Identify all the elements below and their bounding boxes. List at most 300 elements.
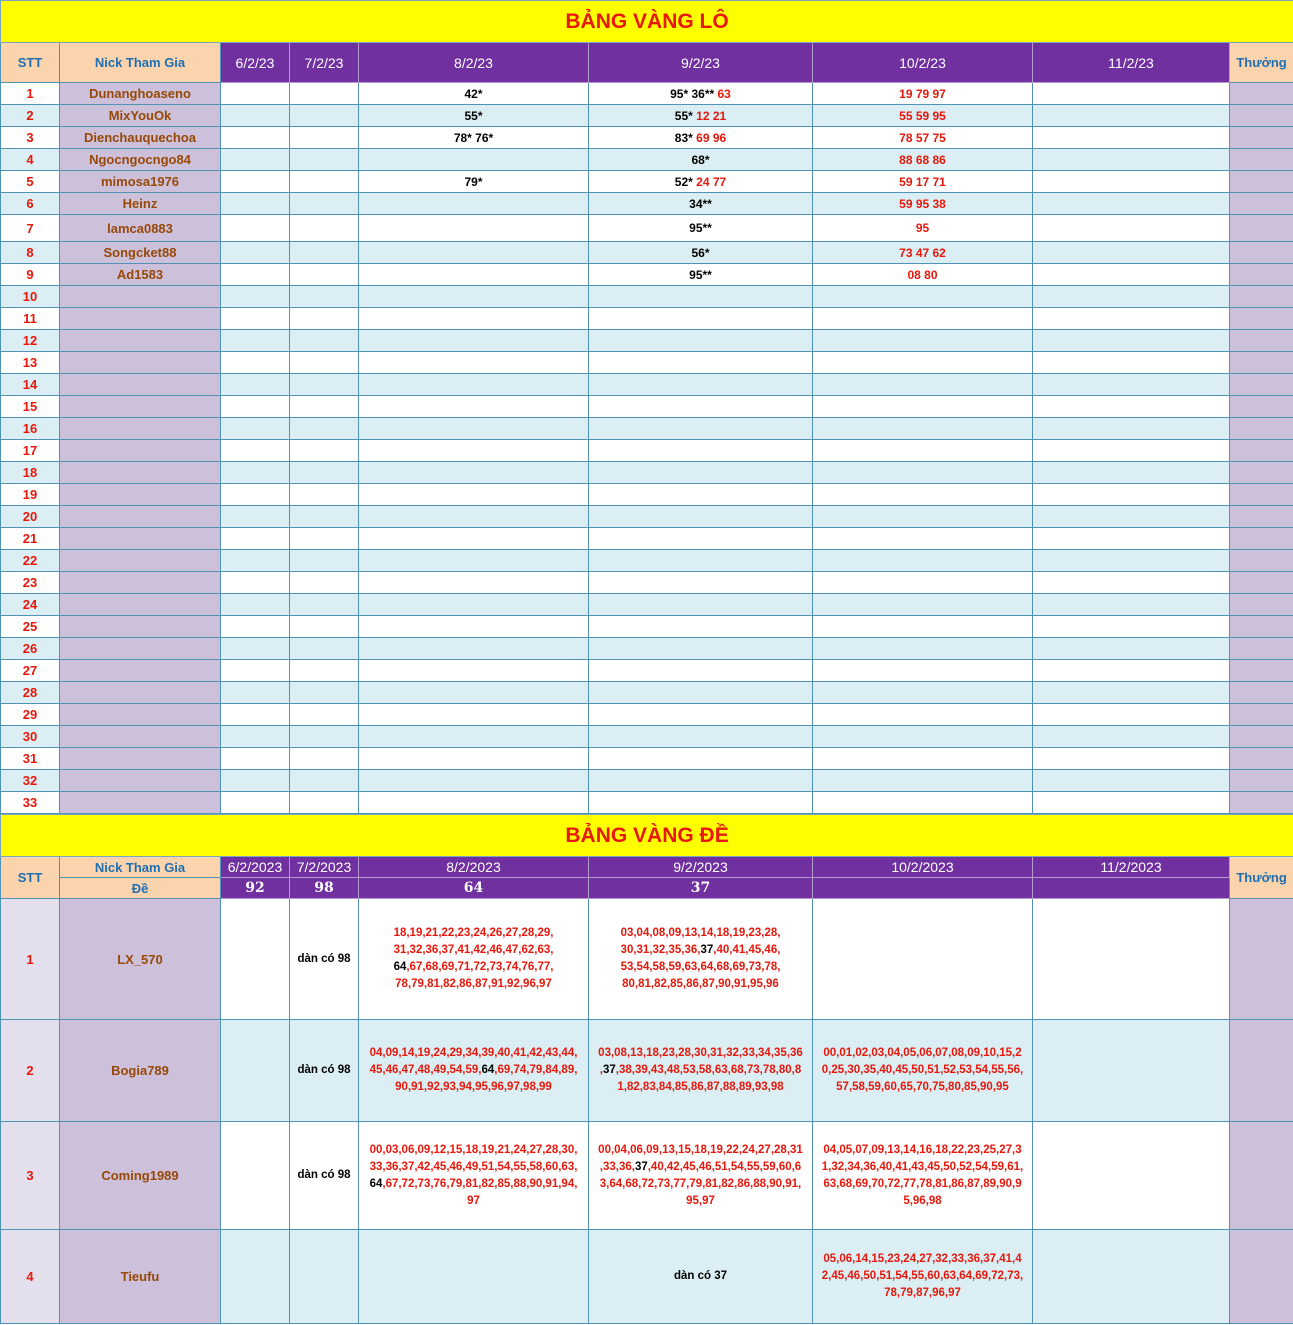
stt-cell: 1	[1, 899, 60, 1020]
pick-cell	[813, 660, 1033, 682]
nick-cell	[60, 660, 221, 682]
pick-segment: 95,97	[686, 1194, 715, 1207]
pick-cell	[589, 242, 813, 264]
pick-cell	[221, 1230, 290, 1324]
lo-title: BẢNG VÀNG LÔ	[1, 1, 1293, 43]
stt-cell: 4	[1, 1230, 60, 1324]
pick-cell	[813, 550, 1033, 572]
pick-cell	[359, 660, 589, 682]
prize-cell	[1230, 396, 1293, 418]
nick-cell: Ad1583	[60, 264, 221, 286]
pick-cell	[1033, 105, 1230, 127]
pick-cell	[1033, 352, 1230, 374]
pick-cell	[221, 264, 290, 286]
pick-cell	[589, 616, 813, 638]
table-row	[1, 726, 1293, 748]
pick-segment: 04,05,07,09,13,14,16,18,22,23,25,27,3	[823, 1143, 1022, 1156]
pick-cell	[359, 704, 589, 726]
prize-cell	[1230, 286, 1293, 308]
prize-cell	[1230, 638, 1293, 660]
pick-cell	[359, 396, 589, 418]
stt-cell: 18	[1, 462, 60, 484]
nick-cell: LX_570	[60, 899, 221, 1020]
pick-cell	[589, 171, 813, 193]
stt-cell: 10	[1, 286, 60, 308]
pick-cell	[359, 264, 589, 286]
pick-cell	[221, 792, 290, 814]
pick-cell	[1033, 638, 1230, 660]
stt-cell: 15	[1, 396, 60, 418]
de-result	[813, 878, 1033, 899]
prize-cell	[1230, 528, 1293, 550]
pick-cell	[1033, 899, 1230, 1020]
stt-cell: 26	[1, 638, 60, 660]
pick-segment: 3,64,68,72,73,77,79,81,82,86,88,90,91,	[599, 1177, 802, 1190]
pick-segment: 95	[915, 221, 930, 235]
pick-cell	[221, 330, 290, 352]
table-row	[1, 506, 1293, 528]
nick-cell	[60, 682, 221, 704]
nick-cell: Coming1989	[60, 1122, 221, 1230]
pick-segment: 1,82,83,84,85,86,87,88,89,93,98	[617, 1081, 784, 1093]
pick-cell	[589, 660, 813, 682]
prize-cell	[1230, 660, 1293, 682]
pick-segment: 59 17 71	[899, 174, 946, 189]
de-date-header: 6/2/2023	[221, 857, 290, 878]
nick-cell	[60, 550, 221, 572]
pick-segment: 30,31,32,35,36,	[620, 944, 701, 956]
pick-cell	[290, 352, 359, 374]
pick-cell	[1033, 127, 1230, 149]
pick-segment: 78 57 75	[899, 130, 946, 145]
prize-cell	[1230, 308, 1293, 330]
prize-cell	[1230, 264, 1293, 286]
pick-cell	[813, 264, 1033, 286]
pick-cell	[1033, 1230, 1230, 1324]
table-row	[1, 396, 1293, 418]
pick-segment: 2,45,46,50,51,54,55,60,63,64,69,72,73,	[821, 1270, 1024, 1282]
pick-cell	[290, 660, 359, 682]
pick-cell	[813, 330, 1033, 352]
pick-cell	[589, 528, 813, 550]
pick-segment: dàn có 98	[297, 1064, 351, 1076]
table-row	[1, 374, 1293, 396]
stt-cell: 13	[1, 352, 60, 374]
pick-cell	[221, 396, 290, 418]
table-row	[1, 748, 1293, 770]
lo-nick-header: Nick Tham Gia	[60, 43, 221, 83]
stt-cell: 29	[1, 704, 60, 726]
pick-cell	[290, 1230, 359, 1324]
pick-cell	[589, 638, 813, 660]
table-row	[1, 704, 1293, 726]
de-date-header: 8/2/2023	[359, 857, 589, 878]
table-row	[1, 105, 1293, 127]
pick-cell	[221, 616, 290, 638]
pick-cell	[813, 308, 1033, 330]
pick-cell	[359, 594, 589, 616]
pick-segment: ,33,36,	[599, 1160, 635, 1173]
pick-cell	[589, 550, 813, 572]
stt-cell: 6	[1, 193, 60, 215]
pick-segment: 52*	[674, 174, 693, 189]
stt-cell: 14	[1, 374, 60, 396]
table-row	[1, 660, 1293, 682]
prize-cell	[1230, 1020, 1293, 1122]
pick-segment: 68*	[691, 152, 710, 167]
pick-segment: 53,54,58,59,63,64,68,69,73,78,	[620, 961, 781, 973]
pick-cell	[359, 352, 589, 374]
pick-segment: 73 47 62	[899, 245, 946, 260]
table-row	[1, 440, 1293, 462]
pick-cell	[290, 330, 359, 352]
pick-segment: dàn có 98	[297, 952, 351, 965]
pick-cell	[813, 1230, 1033, 1324]
pick-cell	[290, 770, 359, 792]
stt-cell: 24	[1, 594, 60, 616]
prize-cell	[1230, 748, 1293, 770]
prize-cell	[1230, 171, 1293, 193]
nick-cell: mimosa1976	[60, 171, 221, 193]
de-table	[0, 814, 1293, 1324]
pick-cell	[221, 550, 290, 572]
pick-cell	[813, 242, 1033, 264]
pick-cell	[221, 105, 290, 127]
pick-segment: 55*	[464, 108, 483, 123]
prize-cell	[1230, 572, 1293, 594]
pick-segment: 57,58,59,60,65,70,75,80,85,90,95	[836, 1081, 1009, 1093]
table-row	[1, 770, 1293, 792]
pick-cell	[1033, 726, 1230, 748]
pick-cell	[589, 127, 813, 149]
table-row	[1, 215, 1293, 242]
pick-cell	[813, 462, 1033, 484]
stt-cell: 31	[1, 748, 60, 770]
nick-cell: lamca0883	[60, 215, 221, 242]
pick-cell	[290, 418, 359, 440]
pick-cell	[813, 528, 1033, 550]
pick-cell	[359, 792, 589, 814]
pick-cell	[359, 83, 589, 105]
nick-cell	[60, 308, 221, 330]
pick-cell	[290, 572, 359, 594]
pick-cell	[589, 105, 813, 127]
table-row	[1, 193, 1293, 215]
pick-cell	[221, 638, 290, 660]
pick-segment: 37	[634, 1160, 648, 1173]
pick-cell	[589, 704, 813, 726]
table-row	[1, 242, 1293, 264]
pick-cell	[813, 572, 1033, 594]
pick-cell	[1033, 242, 1230, 264]
pick-cell	[589, 215, 813, 242]
de-result: 37	[589, 878, 813, 899]
pick-cell	[813, 352, 1033, 374]
table-row	[1, 83, 1293, 105]
nick-cell	[60, 704, 221, 726]
pick-cell	[359, 748, 589, 770]
pick-cell	[1033, 440, 1230, 462]
pick-cell	[1033, 748, 1230, 770]
pick-cell	[359, 193, 589, 215]
prize-cell	[1230, 484, 1293, 506]
prize-cell	[1230, 462, 1293, 484]
pick-segment: 31,32,36,37,41,42,46,47,62,63,	[393, 944, 554, 956]
pick-cell	[589, 792, 813, 814]
prize-cell	[1230, 1230, 1293, 1324]
pick-cell	[221, 462, 290, 484]
pick-cell	[290, 105, 359, 127]
pick-cell	[813, 105, 1033, 127]
prize-cell	[1230, 193, 1293, 215]
pick-cell	[589, 484, 813, 506]
pick-cell	[221, 215, 290, 242]
pick-cell	[359, 572, 589, 594]
lo-date-header: 7/2/23	[290, 43, 359, 83]
pick-cell	[589, 748, 813, 770]
nick-cell	[60, 484, 221, 506]
pick-cell	[359, 440, 589, 462]
pick-cell	[359, 171, 589, 193]
pick-cell	[221, 770, 290, 792]
pick-segment: 78* 76*	[453, 130, 494, 145]
pick-cell	[290, 748, 359, 770]
de-date-header: 7/2/2023	[290, 857, 359, 878]
stt-cell: 3	[1, 127, 60, 149]
pick-cell	[359, 286, 589, 308]
pick-cell	[813, 1122, 1033, 1230]
pick-segment: ,69,74,79,84,89,	[494, 1064, 578, 1076]
pick-cell	[1033, 506, 1230, 528]
pick-cell	[1033, 550, 1230, 572]
pick-cell	[290, 638, 359, 660]
pick-cell	[589, 264, 813, 286]
nick-cell	[60, 418, 221, 440]
table-row	[1, 1020, 1293, 1122]
prize-cell	[1230, 616, 1293, 638]
pick-segment: 37	[700, 944, 714, 956]
pick-cell	[589, 374, 813, 396]
prize-cell	[1230, 594, 1293, 616]
pick-cell	[813, 616, 1033, 638]
pick-cell	[359, 1230, 589, 1324]
pick-cell	[359, 616, 589, 638]
nick-cell	[60, 528, 221, 550]
pick-cell	[1033, 704, 1230, 726]
prize-cell	[1230, 506, 1293, 528]
pick-cell	[813, 638, 1033, 660]
pick-cell	[359, 484, 589, 506]
pick-cell	[359, 330, 589, 352]
pick-cell	[359, 105, 589, 127]
pick-cell	[813, 440, 1033, 462]
table-row	[1, 1230, 1293, 1324]
de-result: 92	[221, 878, 290, 899]
stt-cell: 4	[1, 149, 60, 171]
pick-segment: 80,81,82,85,86,87,90,91,95,96	[622, 978, 779, 990]
prize-cell	[1230, 770, 1293, 792]
nick-cell	[60, 748, 221, 770]
table-row	[1, 638, 1293, 660]
pick-cell	[221, 352, 290, 374]
pick-cell	[1033, 374, 1230, 396]
pick-segment: 34**	[689, 196, 712, 211]
table-row	[1, 352, 1293, 374]
pick-cell	[359, 242, 589, 264]
nick-cell: Dienchauquechoa	[60, 127, 221, 149]
prize-cell	[1230, 726, 1293, 748]
pick-segment: 79*	[464, 174, 483, 189]
pick-cell	[1033, 330, 1230, 352]
pick-cell	[589, 682, 813, 704]
stt-cell: 5	[1, 171, 60, 193]
prize-cell	[1230, 242, 1293, 264]
pick-cell	[290, 264, 359, 286]
pick-cell	[290, 1020, 359, 1122]
prize-cell	[1230, 215, 1293, 242]
pick-segment: 97	[467, 1194, 480, 1207]
pick-cell	[221, 528, 290, 550]
pick-cell	[359, 127, 589, 149]
table-row	[1, 127, 1293, 149]
pick-cell	[1033, 286, 1230, 308]
pick-segment: 24 77	[692, 174, 727, 189]
lo-prize-header: Thưởng	[1230, 43, 1293, 83]
pick-cell	[359, 418, 589, 440]
pick-cell	[359, 149, 589, 171]
table-row	[1, 528, 1293, 550]
lo-date-header: 11/2/23	[1033, 43, 1230, 83]
pick-segment: ,67,68,69,71,72,73,74,76,77,	[406, 961, 554, 973]
nick-cell: Ngocngocngo84	[60, 149, 221, 171]
stt-cell: 30	[1, 726, 60, 748]
pick-segment: dàn có 98	[297, 1169, 351, 1181]
pick-cell	[589, 330, 813, 352]
pick-cell	[813, 484, 1033, 506]
pick-segment: 0,25,30,35,40,45,50,51,52,53,54,55,56,	[821, 1064, 1024, 1076]
stt-cell: 8	[1, 242, 60, 264]
de-result	[1033, 878, 1230, 899]
prize-cell	[1230, 149, 1293, 171]
pick-segment: 90,91,92,93,94,95,96,97,98,99	[395, 1081, 552, 1093]
pick-cell	[290, 149, 359, 171]
pick-cell	[290, 462, 359, 484]
prize-cell	[1230, 127, 1293, 149]
table-row	[1, 171, 1293, 193]
table-row	[1, 462, 1293, 484]
pick-cell	[813, 506, 1033, 528]
pick-cell	[290, 616, 359, 638]
pick-cell	[589, 440, 813, 462]
pick-segment: 69 96	[692, 130, 727, 145]
table-row	[1, 484, 1293, 506]
pick-cell	[290, 440, 359, 462]
de-label: Đề	[60, 878, 221, 899]
pick-cell	[221, 374, 290, 396]
pick-cell	[221, 594, 290, 616]
pick-cell	[359, 462, 589, 484]
pick-cell	[221, 171, 290, 193]
pick-cell	[221, 660, 290, 682]
prize-cell	[1230, 374, 1293, 396]
pick-cell	[1033, 193, 1230, 215]
pick-cell	[589, 726, 813, 748]
pick-cell	[813, 396, 1033, 418]
pick-cell	[1033, 83, 1230, 105]
pick-segment: 08 80	[907, 267, 938, 282]
nick-cell	[60, 462, 221, 484]
nick-cell: Songcket88	[60, 242, 221, 264]
pick-cell	[589, 770, 813, 792]
pick-cell	[359, 1020, 589, 1122]
pick-segment: 63,68,69,70,72,77,78,81,86,87,89,90,9	[823, 1177, 1022, 1190]
pick-cell	[290, 127, 359, 149]
nick-cell	[60, 374, 221, 396]
pick-cell	[813, 171, 1033, 193]
pick-cell	[290, 1122, 359, 1230]
pick-cell	[221, 899, 290, 1020]
prize-cell	[1230, 704, 1293, 726]
table-row	[1, 418, 1293, 440]
pick-segment: 00,04,06,09,13,15,18,19,22,24,27,28,31	[598, 1143, 803, 1156]
pick-cell	[221, 127, 290, 149]
nick-cell	[60, 506, 221, 528]
pick-segment: 45,46,47,48,49,54,59,	[369, 1064, 482, 1076]
pick-segment: 12 21	[692, 108, 727, 123]
pick-cell	[221, 308, 290, 330]
pick-cell	[221, 286, 290, 308]
pick-cell	[813, 899, 1033, 1020]
nick-cell	[60, 286, 221, 308]
pick-cell	[1033, 171, 1230, 193]
pick-cell	[1033, 396, 1230, 418]
prize-cell	[1230, 899, 1293, 1020]
pick-cell	[221, 506, 290, 528]
stt-cell: 9	[1, 264, 60, 286]
pick-cell	[221, 83, 290, 105]
pick-segment: 04,09,14,19,24,29,34,39,40,41,42,43,44,	[369, 1047, 578, 1059]
stt-cell: 2	[1, 1020, 60, 1122]
pick-cell	[589, 572, 813, 594]
pick-segment: 56*	[691, 245, 710, 260]
pick-cell	[221, 149, 290, 171]
pick-cell	[359, 506, 589, 528]
pick-cell	[290, 484, 359, 506]
table-row	[1, 682, 1293, 704]
nick-cell: MixYouOk	[60, 105, 221, 127]
pick-segment: 64	[481, 1064, 495, 1076]
pick-segment: 5,96,98	[903, 1194, 942, 1207]
pick-segment: 42*	[464, 86, 483, 101]
table-row	[1, 330, 1293, 352]
pick-segment: ,40,42,45,46,51,54,55,59,60,6	[647, 1160, 802, 1173]
pick-cell	[1033, 418, 1230, 440]
pick-cell	[359, 308, 589, 330]
pick-segment: 00,03,06,09,12,15,18,19,21,24,27,28,30,	[369, 1143, 578, 1156]
nick-cell: Bogia789	[60, 1020, 221, 1122]
pick-segment: 95* 36**	[670, 86, 715, 101]
pick-cell	[221, 572, 290, 594]
table-row	[1, 594, 1293, 616]
lo-date-header: 8/2/23	[359, 43, 589, 83]
pick-cell	[813, 286, 1033, 308]
pick-cell	[589, 594, 813, 616]
de-stt-header: STT	[1, 857, 60, 899]
pick-cell	[290, 792, 359, 814]
pick-segment: 1,32,34,36,40,41,43,45,50,52,54,59,61,	[821, 1160, 1024, 1173]
pick-cell	[589, 418, 813, 440]
pick-segment: 03,08,13,18,23,28,30,31,32,33,34,35,36	[598, 1047, 803, 1059]
